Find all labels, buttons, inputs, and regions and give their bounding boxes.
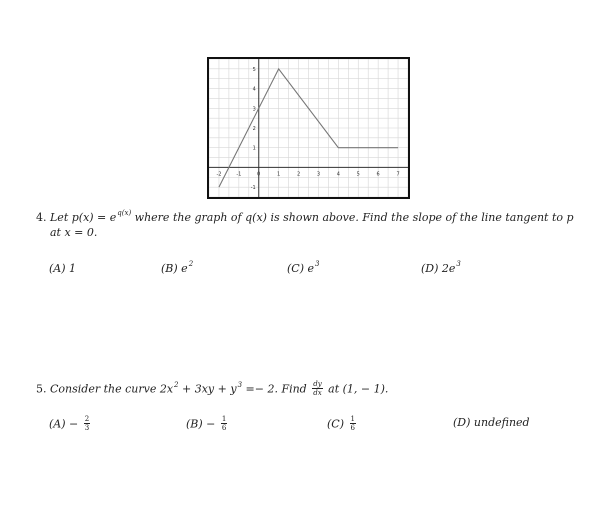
q5-choice-b-num: 1 bbox=[221, 415, 227, 423]
q4-choice-d-label: (D) 2e bbox=[421, 262, 456, 275]
y-tick-label: 4 bbox=[252, 86, 256, 93]
question-5-text-3: =− 2. Find bbox=[242, 382, 311, 396]
q5-choice-b-fraction bbox=[221, 415, 227, 432]
q4-choice-c-sup: 3 bbox=[315, 260, 320, 268]
graph-of-q bbox=[207, 57, 410, 199]
y-tick-label: 1 bbox=[252, 145, 256, 152]
q5-choice-a-label: (A) − bbox=[49, 417, 79, 431]
question-4-number: 4. bbox=[36, 211, 47, 224]
q4-choice-c bbox=[287, 262, 319, 275]
q5-choice-c bbox=[327, 416, 358, 433]
x-tick-label: 1 bbox=[277, 171, 281, 178]
q4-choice-b-label: (B) e bbox=[161, 262, 188, 275]
question-5-frac-den: dx bbox=[313, 389, 322, 397]
question-4-line2: at x = 0. bbox=[50, 226, 98, 239]
question-4-text-b: where the graph of q(x) is shown above. Find the slope of the line tangent to p bbox=[131, 211, 574, 224]
q5-choice-c-label: (C) bbox=[327, 417, 344, 431]
q5-choice-c-fraction bbox=[350, 415, 356, 432]
y-tick-label: 3 bbox=[252, 106, 256, 113]
x-tick-label: 2 bbox=[296, 171, 301, 178]
q4-choice-d-sup: 3 bbox=[456, 260, 461, 268]
q5-choice-c-den: 6 bbox=[350, 424, 355, 432]
question-5 bbox=[36, 381, 596, 398]
x-tick-label: 6 bbox=[376, 171, 380, 178]
y-tick-label: 5 bbox=[252, 66, 256, 73]
q5-choice-d-label: (D) undefined bbox=[453, 416, 530, 429]
y-tick-label: 2 bbox=[252, 126, 256, 132]
question-5-frac-num: dy bbox=[313, 380, 322, 388]
q5-choice-b-den: 6 bbox=[221, 424, 227, 432]
x-tick-label: -1 bbox=[236, 171, 242, 178]
q5-choice-b bbox=[186, 416, 229, 433]
question-5-text-4: at (1, − 1). bbox=[324, 382, 389, 396]
q4-choice-d bbox=[421, 262, 461, 275]
q5-choice-a bbox=[49, 416, 92, 433]
q5-choice-a-fraction bbox=[84, 415, 90, 432]
question-5-text-1: Consider the curve 2x bbox=[50, 382, 174, 396]
question-5-sup-2: 3 bbox=[237, 380, 243, 389]
q5-choice-a-den: 3 bbox=[84, 424, 90, 432]
q4-choice-b-sup: 2 bbox=[188, 260, 194, 268]
question-4-text-a: Let p(x) = e bbox=[50, 211, 117, 224]
q5-choice-c-num: 1 bbox=[350, 415, 355, 423]
q5-choice-a-num: 2 bbox=[84, 415, 90, 423]
question-5-number: 5. bbox=[36, 382, 47, 396]
question-5-derivative-fraction bbox=[312, 380, 322, 397]
x-tick-label: 3 bbox=[316, 171, 321, 178]
question-5-text-2: + 3xy + y bbox=[178, 382, 237, 396]
x-tick-label: 7 bbox=[396, 171, 400, 178]
q5-choice-d bbox=[453, 416, 530, 429]
question-5-sup-1: 2 bbox=[174, 380, 179, 389]
question-4-exponent: q(x) bbox=[117, 209, 132, 217]
x-tick-label: 4 bbox=[336, 171, 340, 178]
q5-choice-b-label: (B) − bbox=[186, 417, 216, 431]
q4-choice-a-label: (A) 1 bbox=[49, 262, 77, 275]
q4-choice-b bbox=[161, 262, 193, 275]
x-tick-label: 0 bbox=[257, 171, 261, 178]
q-line-chart bbox=[209, 59, 408, 197]
question-4 bbox=[36, 211, 596, 240]
x-tick-label: -2 bbox=[216, 171, 222, 178]
y-tick-label: -1 bbox=[250, 185, 256, 192]
x-tick-label: 5 bbox=[356, 171, 360, 178]
q4-choice-c-label: (C) e bbox=[287, 262, 315, 275]
q4-choice-a bbox=[49, 262, 76, 275]
